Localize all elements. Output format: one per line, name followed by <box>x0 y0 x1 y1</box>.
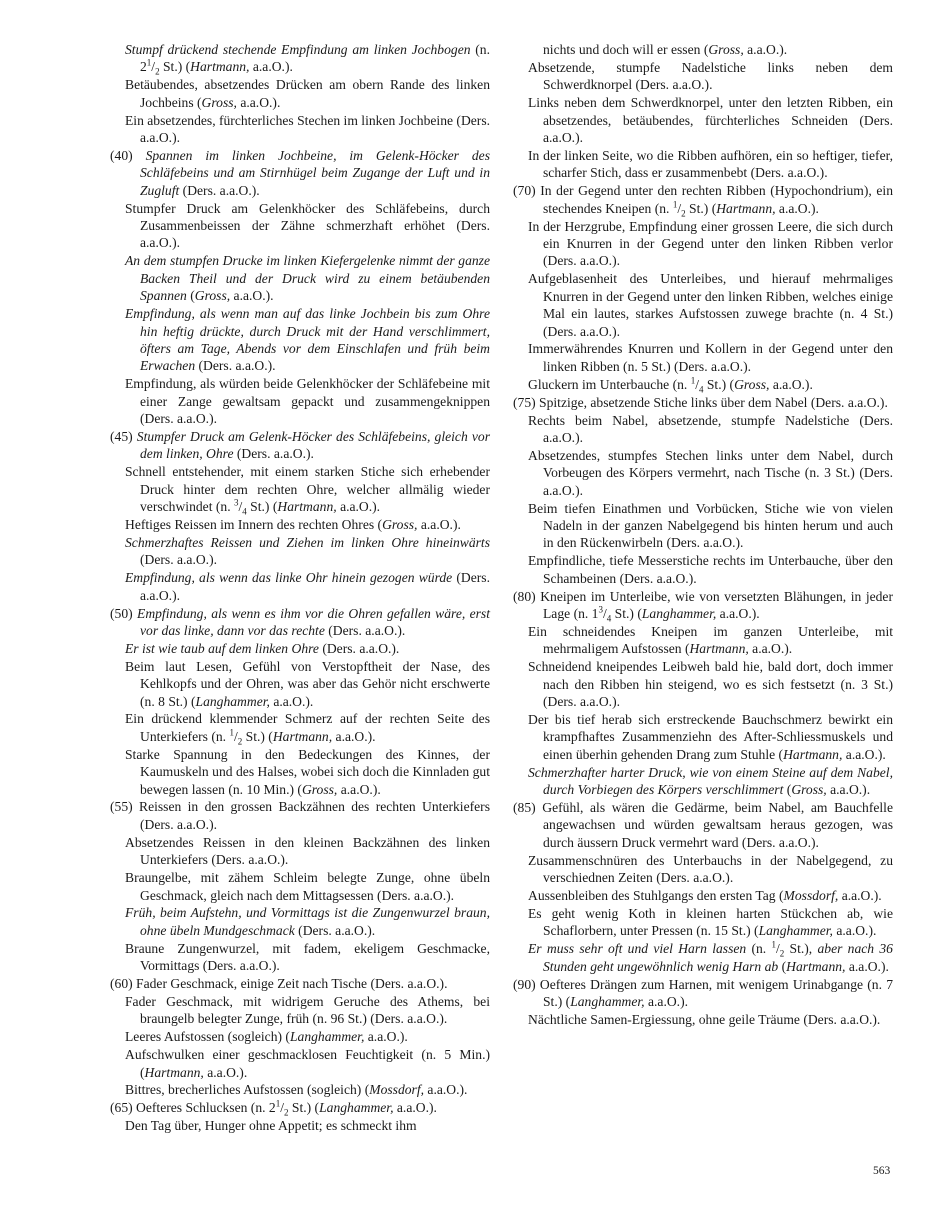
entry-text: (40) <box>110 147 146 163</box>
symptom-entry <box>110 375 490 427</box>
entry-text: In der Herzgrube, Empfindung einer grossen Leere, die sich durch ein Knurren in der Gegend unter den linken Ribben verlor (Ders. a.a.O.). <box>528 218 893 269</box>
italic-text: Empfindung, als wenn man auf das linke Jochbein bis zum Ohre hin heftig drückte, durch Druck mit der Hand verschlimmert, öfters am Tage, Abends vor dem Einschlafen und früh beim Erwachen <box>125 306 490 374</box>
entry-text: (n. 2 <box>140 42 490 75</box>
symptom-entry <box>513 552 893 587</box>
entry-text: Der bis tief herab sich erstreckende Bauchschmerz bewirkt ein krampfhaftes Zusammenziehn des After-Schliessmuskels und einen überhin gehenden Drang zum Stuhle ( <box>528 711 893 762</box>
entry-text: St.), <box>784 941 818 957</box>
numbered-symptom-entry <box>513 976 893 1011</box>
entry-text: (90) Oefteres Drängen zum Harnen, mit wenigem Urinabgange (n. 7 St.) ( <box>513 976 893 1009</box>
entry-text: a.a.O.). <box>743 42 788 57</box>
entry-text: (Ders. a.a.O.). <box>140 570 490 603</box>
entry-text: a.a.O.). <box>842 746 886 762</box>
entry-text: Den Tag über, Hunger ohne Appetit; es schmeckt ihm <box>125 1118 417 1134</box>
entry-text: (Ders. a.a.O.). <box>233 446 314 462</box>
entry-text: Absetzende, stumpfe Nadelstiche links neben dem Schwerdknorpel (Ders. a.a.O.). <box>528 59 893 93</box>
symptom-entry <box>110 746 490 798</box>
entry-text: (70) In der Gegend unter den rechten Ribben (Hypochondrium), ein stechendes Kneipen (n. <box>513 183 893 216</box>
italic-text: Hartmann, <box>144 1064 204 1080</box>
entry-text: Beim tiefen Einathmen und Vorbücken, Stiche wie von vielen Nadeln in der ganzen Nabelgegend bis hinten herum und auch in den Rückenwirbeln (Ders. a.a.O.). <box>528 500 893 551</box>
numbered-symptom-entry <box>110 428 490 463</box>
page-number: 563 <box>873 1165 891 1177</box>
entry-text: St.) ( <box>685 200 717 216</box>
entry-text: Empfindung, als würden beide Gelenkhöcker der Schläfebeine mit einer Zange gewaltsam gepackt und zusammengeknippen (Ders. a.a.O.). <box>125 376 490 427</box>
entry-text: St.) ( <box>703 376 735 392</box>
symptom-entry <box>110 112 490 147</box>
entry-text: Starke Spannung in den Bedeckungen des Kinnes, der Kaumuskeln und des Halses, wobei sich doch die Kinnladen gut bewegen lassen (n. 10 Min.) ( <box>125 746 490 797</box>
symptom-entry <box>513 711 893 763</box>
italic-text: Er ist wie taub auf dem linken Ohre <box>125 640 319 656</box>
symptom-entry <box>513 940 893 975</box>
italic-text: Hartmann, <box>190 59 250 75</box>
fraction-numerator: 3 <box>598 604 603 615</box>
italic-text: Hartmann, <box>786 958 846 974</box>
entry-text: (85) Gefühl, als wären die Gedärme, beim Nabel, am Bauchfelle angewachsen und würden gewaltsam heraus gezogen, was durch äussern Druck vermehrt ward (Ders. a.a.O.). <box>513 799 893 850</box>
entry-text: Fader Geschmack, mit widrigem Geruche des Athems, bei braungelb belegter Zunge, früh (n. 96 St.) (Ders. a.a.O.). <box>125 993 490 1027</box>
entry-text: a.a.O.). <box>337 781 381 797</box>
entry-text: St.) ( <box>611 606 642 621</box>
symptom-entry <box>513 41 893 58</box>
entry-text: Ein absetzendes, fürchterliches Stechen im linken Jochbeine (Ders. a.a.O.). <box>125 112 491 146</box>
italic-text: Langhammer, <box>195 693 270 709</box>
entry-text: / <box>602 606 607 621</box>
entry-text: a.a.O.). <box>236 94 281 110</box>
entry-text: Aufschwulken einer geschmacklosen Feuchtigkeit (n. 5 Min.) ( <box>125 1047 490 1080</box>
symptom-entry <box>513 764 893 799</box>
entry-text: a.a.O.). <box>393 1100 437 1116</box>
italic-text: Mossdorf, <box>369 1082 425 1098</box>
entry-text: (75) Spitzige, absetzende Stiche links über dem Nabel (Ders. a.a.O.). <box>513 394 888 410</box>
entry-text: Stumpfer Druck am Gelenkhöcker des Schläfebeins, durch Zusammenbeissen der Zähne schmerzhaft erhöhet (Ders. a.a.O.). <box>125 200 490 251</box>
entry-text: (45) <box>110 428 137 444</box>
numbered-symptom-entry <box>513 588 893 623</box>
entry-text: (Ders. a.a.O.). <box>140 552 217 568</box>
italic-text: Spannen im linken Jochbeine, im Gelenk-Höcker des Schläfebeins und am Stirnhügel beim Zugange der Luft und in Zugluft <box>140 147 490 198</box>
entry-text: a.a.O.). <box>838 888 882 903</box>
symptom-entry <box>110 658 490 710</box>
entry-text: St.) ( <box>246 499 278 515</box>
italic-text: Gross, <box>382 516 418 532</box>
entry-text: (60) Fader Geschmack, einige Zeit nach Tische (Ders. a.a.O.). <box>110 976 448 992</box>
symptom-entry <box>513 905 893 940</box>
entry-text: a.a.O.). <box>269 693 314 709</box>
entry-text: a.a.O.). <box>249 59 293 75</box>
entry-text: Absetzendes, stumpfes Stechen links unter dem Nabel, durch Vorbeugen des Körpers vermehrt, nach Tische (n. 3 St.) (Ders. a.a.O.). <box>528 447 893 498</box>
fraction-denominator: 4 <box>242 506 247 517</box>
italic-text: Hartmann, <box>716 200 776 216</box>
fraction-numerator: 1 <box>275 1098 281 1109</box>
numbered-symptom-entry <box>110 1098 490 1119</box>
entry-text: Ein drückend klemmender Schmerz auf der rechten Seite des Unterkiefers (n. <box>125 711 490 744</box>
fraction-denominator: 4 <box>606 613 612 624</box>
italic-text: Hartmann, <box>272 728 333 744</box>
entry-text: Absetzendes Reissen in den kleinen Backzähnen des linken Unterkiefers (Ders. a.a.O.). <box>125 834 490 868</box>
symptom-entry <box>110 569 490 604</box>
symptom-entry <box>513 218 893 270</box>
entry-text: a.a.O.). <box>424 1082 468 1098</box>
entry-text: Links neben dem Schwerdknorpel, unter den letzten Ribben, ein absetzendes, betäubendes, fürchterliches Schneiden (Ders. a.a.O.). <box>528 95 893 146</box>
entry-text: Rechts beim Nabel, absetzende, stumpfe Nadelstiche (Ders. a.a.O.). <box>528 412 893 445</box>
entry-text: a.a.O.). <box>845 958 889 974</box>
symptom-entry <box>513 500 893 552</box>
entry-text: Zusammenschnüren des Unterbauchs in der Nabelgegend, zu verschiednen Zeiten (Ders. a.a.O.). <box>528 852 893 886</box>
italic-text: Empfindung, als wenn es ihm vor die Ohren gefallen wäre, erst vor das linke, dann vor das rechte <box>137 605 491 638</box>
entry-text: / <box>151 59 156 75</box>
entry-text: (Ders. a.a.O.). <box>318 640 400 656</box>
symptom-entry <box>110 834 490 869</box>
entry-text: ( <box>186 288 195 304</box>
entry-text: Heftiges Reissen im Innern des rechten Ohres ( <box>125 516 383 532</box>
numbered-symptom-entry <box>110 605 490 640</box>
symptom-entry <box>110 993 490 1028</box>
entry-text: (n. <box>746 941 772 957</box>
entry-text: Schnell entstehender, mit einem starken Stiche sich erhebender Druck hinter dem rechten Ohre, welcher allmälig wieder verschwindet (n. <box>125 464 490 515</box>
symptom-entry <box>513 447 893 499</box>
fraction-denominator: 4 <box>698 384 704 395</box>
entry-text: St.) ( <box>242 728 273 744</box>
italic-text: Hartmann, <box>783 746 843 762</box>
entry-text: Betäubendes, absetzendes Drücken am obern Rande des linken Jochbeins ( <box>125 77 490 110</box>
symptom-entry <box>513 852 893 887</box>
entry-text: / <box>775 941 780 957</box>
entry-text: a.a.O.). <box>775 200 819 216</box>
numbered-symptom-entry <box>513 182 893 217</box>
symptom-entry <box>110 463 490 515</box>
italic-text: Gross, <box>201 94 237 110</box>
entry-text: (Ders. a.a.O.). <box>324 622 406 638</box>
symptom-entry <box>110 869 490 904</box>
italic-text: Langhammer, <box>758 923 833 939</box>
right-column <box>513 41 893 1029</box>
entry-text: Schneidend kneipendes Leibweh bald hie, bald dort, doch immer nach den Ribben hin steigend, wo es sich festsetzt (n. 3 St.) (Ders. a.a.O.). <box>528 659 893 710</box>
entry-text: Es geht wenig Koth in kleinen harten Stückchen ab, wie Schaflorbern, unter Pressen (n. 15 St.) ( <box>528 905 893 939</box>
italic-text: Schmerzhaftes Reissen und Ziehen im linken Ohre hineinwärts <box>125 534 490 550</box>
entry-text: a.a.O.). <box>230 288 274 304</box>
entry-text: a.a.O.). <box>644 993 688 1009</box>
entry-text: / <box>238 499 243 515</box>
symptom-entry <box>513 887 893 904</box>
entry-text: a.a.O.). <box>332 728 376 744</box>
symptom-entry <box>513 623 893 658</box>
entry-text: / <box>677 200 682 216</box>
symptom-entry <box>513 270 893 340</box>
symptom-entry <box>110 305 490 375</box>
italic-text: Langhammer, <box>319 1100 394 1116</box>
symptom-entry <box>110 1028 490 1045</box>
italic-text: Hartmann, <box>689 641 749 657</box>
left-column <box>110 41 490 1135</box>
italic-text: Empfindung, als wenn das linke Ohr hinein gezogen würde <box>125 570 453 586</box>
symptom-entry <box>110 640 490 657</box>
entry-text: (Ders. a.a.O.). <box>195 358 276 374</box>
symptom-entry <box>110 252 490 304</box>
entry-text: St.) ( <box>288 1100 320 1116</box>
entry-text: Nächtliche Samen-Ergiessung, ohne geile Träume (Ders. a.a.O.). <box>528 1011 881 1027</box>
entry-text: a.a.O.). <box>769 376 813 392</box>
entry-text: a.a.O.). <box>417 516 461 532</box>
symptom-entry <box>513 94 893 146</box>
symptom-entry <box>110 200 490 252</box>
italic-text: Langhammer, <box>570 993 645 1009</box>
italic-text: Stumpfer Druck am Gelenk-Höcker des Schläfebeins, gleich vor dem linken, Ohre <box>136 428 491 462</box>
symptom-entry <box>513 147 893 182</box>
symptom-entry <box>110 516 490 533</box>
fraction-denominator: 2 <box>779 948 785 959</box>
symptom-entry <box>110 940 490 975</box>
entry-text: Aufgeblasenheit des Unterleibes, und hierauf mehrmaliges Knurren in der Gegend unter den linken Ribben, welches einige Mal ein lautes, starkes Aufstossen zuwege brachte (n. 4 St.) (Ders. a.a.O.). <box>528 271 893 339</box>
entry-text: Ein schneidendes Kneipen im ganzen Unterleibe, mit mehrmaligem Aufstossen ( <box>528 623 893 657</box>
symptom-entry <box>110 76 490 111</box>
entry-text: a.a.O.). <box>364 1029 408 1045</box>
symptom-entry <box>110 904 490 939</box>
fraction-numerator: 1 <box>229 727 234 738</box>
fraction-denominator: 2 <box>681 208 686 219</box>
symptom-entry <box>513 412 893 447</box>
entry-text: a.a.O.). <box>336 499 381 515</box>
symptom-entry <box>110 1117 490 1134</box>
entry-text: St.) ( <box>159 59 191 75</box>
numbered-symptom-entry <box>110 798 490 833</box>
fraction-numerator: 1 <box>672 199 678 210</box>
fraction-numerator: 1 <box>690 375 696 386</box>
italic-text: aber nach 36 Stunden geht ungewöhnlich wenig Harn ab <box>543 941 893 974</box>
entry-text: (80) Kneipen im Unterleibe, wie von versetzten Blähungen, in jeder Lage (n. 1 <box>513 588 893 621</box>
entry-text: / <box>695 376 699 392</box>
entry-text: Leeres Aufstossen (sogleich) ( <box>125 1029 290 1045</box>
italic-text: Gross, <box>734 376 770 392</box>
italic-text: Gross, <box>708 42 744 57</box>
entry-text: (55) Reissen in den grossen Backzähnen des rechten Unterkiefers (Ders. a.a.O.). <box>110 799 490 832</box>
symptom-entry <box>513 340 893 375</box>
italic-text: Schmerzhafter harter Druck, wie von einem Steine auf dem Nabel, durch Vorbiegen des Körpers verschlimmert <box>528 764 893 798</box>
entry-text: a.a.O.). <box>203 1064 248 1080</box>
entry-text: Empfindliche, tiefe Messerstiche rechts im Unterbauche, über den Schambeinen (Ders. a.a.O.). <box>528 553 893 586</box>
entry-text: Bittres, brecherliches Aufstossen (sogleich) ( <box>125 1082 370 1098</box>
entry-text: In der linken Seite, wo die Ribben aufhören, ein so heftiger, tiefer, scharfer Stich, dass er zusammenbebt (Ders. a.a.O.). <box>528 147 893 181</box>
numbered-symptom-entry <box>513 394 893 411</box>
entry-text: a.a.O.). <box>826 782 871 798</box>
entry-text: / <box>280 1100 284 1116</box>
italic-text: Früh, beim Aufstehn, und Vormittags ist die Zungenwurzel braun, ohne übeln Mundgeschmack <box>125 905 490 938</box>
entry-text: Braungelbe, mit zähem Schleim belegte Zunge, ohne übeln Geschmack, gleich nach dem Mittagsessen (Ders. a.a.O.). <box>125 870 490 903</box>
entry-text: nichts und doch will er essen ( <box>543 42 709 57</box>
fraction-denominator: 2 <box>284 1108 289 1119</box>
italic-text: Mossdorf, <box>783 888 839 903</box>
italic-text: An dem stumpfen Drucke im linken Kiefergelenke nimmt der ganze Backen Theil und der Druck wird zu einem betäubenden Spannen <box>125 253 490 304</box>
entry-text: a.a.O.). <box>832 923 877 939</box>
entry-text: / <box>233 728 238 744</box>
italic-text: Gross, <box>301 781 338 797</box>
italic-text: Gross, <box>791 782 827 798</box>
italic-text: Stumpf drückend stechende Empfindung am linken Jochbogen <box>125 42 471 57</box>
entry-text: (Ders. a.a.O.). <box>294 922 376 938</box>
symptom-entry <box>513 59 893 94</box>
italic-text: Er muss sehr oft und viel Harn lassen <box>528 941 747 957</box>
symptom-entry <box>110 1046 490 1081</box>
entry-text: Aussenbleiben des Stuhlgangs den ersten Tag ( <box>528 888 784 903</box>
italic-text: Gross, <box>194 288 231 304</box>
symptom-entry <box>110 710 490 745</box>
italic-text: Langhammer, <box>641 606 717 621</box>
entry-text: a.a.O.). <box>716 606 760 621</box>
entry-text: (Ders. a.a.O.). <box>179 182 260 198</box>
fraction-numerator: 1 <box>771 939 776 950</box>
entry-text: Immerwährendes Knurren und Kollern in der Gegend unter den linken Ribben (n. 5 St.) (Ders. a.a.O.). <box>528 341 893 374</box>
italic-text: Hartmann, <box>277 499 337 515</box>
entry-text: (65) Oefteres Schlucksen (n. 2 <box>110 1100 276 1116</box>
entry-text: Braune Zungenwurzel, mit fadem, ekeligem Geschmacke, Vormittags (Ders. a.a.O.). <box>125 940 490 974</box>
entry-text: (50) <box>110 605 138 621</box>
entry-text: a.a.O.). <box>748 641 793 657</box>
fraction-denominator: 2 <box>237 736 243 747</box>
fraction-numerator: 1 <box>146 57 152 68</box>
entry-text: Beim laut Lesen, Gefühl von Verstopftheit der Nase, des Kehlkopfs und der Ohren, was aber das Gehör nicht erschwerte (n. 8 St.) ( <box>125 658 490 709</box>
symptom-entry <box>513 376 893 393</box>
numbered-symptom-entry <box>110 975 490 992</box>
entry-text: ( <box>778 958 787 974</box>
numbered-symptom-entry <box>513 799 893 851</box>
symptom-entry <box>110 1081 490 1098</box>
numbered-symptom-entry <box>110 147 490 199</box>
symptom-entry <box>110 41 490 76</box>
symptom-entry <box>110 534 490 569</box>
symptom-entry <box>513 658 893 710</box>
entry-text: Gluckern im Unterbauche (n. <box>528 376 691 392</box>
fraction-denominator: 2 <box>155 67 160 78</box>
italic-text: Langhammer, <box>289 1029 365 1045</box>
fraction-numerator: 3 <box>234 497 239 508</box>
symptom-entry <box>513 1011 893 1028</box>
entry-text: ( <box>783 782 792 798</box>
